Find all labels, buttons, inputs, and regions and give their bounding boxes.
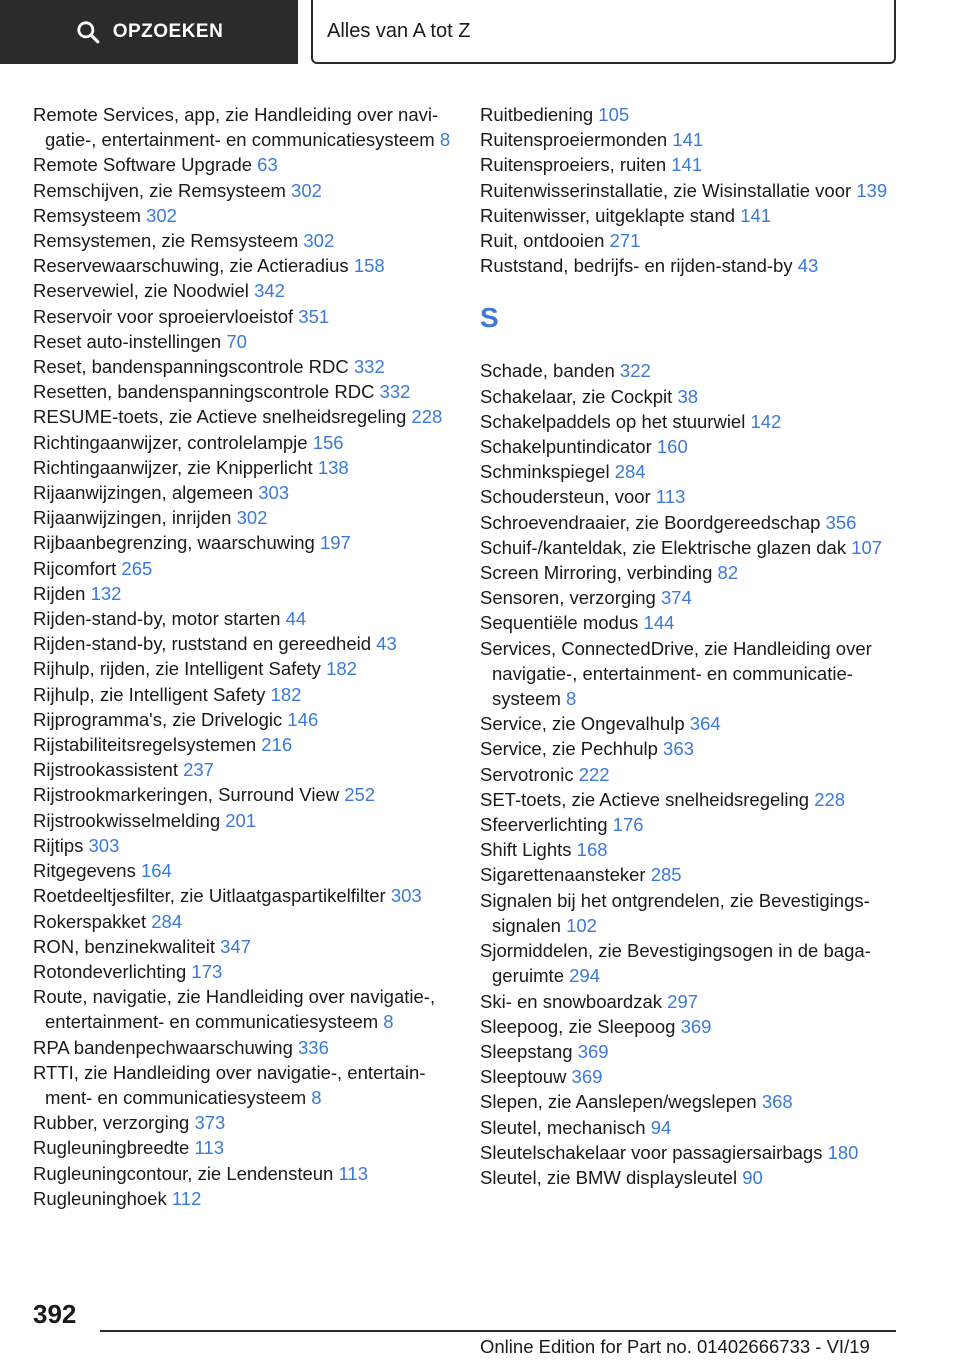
index-entry-term: Remsysteem	[33, 204, 141, 226]
index-entry-page-link[interactable]: 160	[656, 436, 688, 458]
index-entry-term: Rijstabiliteitsregelsystemen	[33, 734, 257, 756]
index-entry-term: Rijden-stand-by, motor starten	[33, 608, 281, 630]
index-entry-page-link[interactable]: 82	[717, 562, 739, 584]
index-entry-term: Rijden-stand-by, ruststand en gereedheid	[33, 633, 372, 655]
index-entry-term: Schoudersteun, voor	[480, 486, 651, 508]
index-entry	[33, 757, 453, 782]
index-entry-page-link[interactable]: 364	[689, 713, 721, 735]
index-entry	[480, 610, 900, 635]
index-entry-page-link[interactable]: 284	[151, 910, 183, 932]
index-entry-page-link[interactable]: 113	[194, 1137, 224, 1159]
index-entry	[33, 934, 453, 959]
index-entry	[33, 1110, 453, 1135]
index-entry	[480, 409, 900, 434]
index-entry	[33, 833, 453, 858]
index-entry-term: Rijaanwijzingen, inrijden	[33, 507, 232, 529]
index-entry-term: RPA bandenpechwaarschuwing	[33, 1036, 293, 1058]
index-entry	[33, 480, 453, 505]
index-entry-page-link[interactable]: 173	[191, 960, 223, 982]
index-entry-term: Reservoir voor sproeiervloeistof	[33, 305, 294, 327]
index-entry	[33, 404, 453, 429]
index-entry-page-link[interactable]: 271	[609, 230, 641, 252]
index-entry-page-link[interactable]: 347	[220, 935, 252, 957]
index-entry-page-link[interactable]: 363	[663, 738, 694, 760]
index-entry	[33, 732, 453, 757]
index-entry-page-link[interactable]: 43	[797, 255, 819, 277]
index-entry	[33, 858, 453, 883]
index-entry-page-link[interactable]: 132	[90, 582, 122, 604]
index-entry-term: Rijhulp, zie Intelligent Safety	[33, 683, 266, 705]
index-entry	[33, 606, 453, 631]
index-entry	[480, 1089, 900, 1114]
index-entry	[480, 812, 900, 837]
index-entry	[33, 1161, 453, 1186]
index-entry-term: Ruststand, bedrijfs- en rijden-stand-by	[480, 255, 793, 277]
index-entry-page-link[interactable]: 176	[612, 814, 644, 836]
index-entry	[33, 959, 453, 984]
index-entry-page-link[interactable]: 369	[571, 1066, 603, 1088]
search-icon	[75, 19, 101, 45]
index-entry-term: Sigarettenaansteker	[480, 864, 646, 886]
index-entry-term: Richtingaanwijzer, controlelampje	[33, 431, 308, 453]
index-entry	[33, 808, 453, 833]
index-entry-term: RESUME-toets, zie Actieve snelheidsregeling	[33, 406, 407, 428]
footer-edition-text: Online Edition for Part no. 01402666733 - VI/19	[480, 1336, 870, 1357]
index-entry-page-link[interactable]: 8	[383, 1011, 394, 1033]
index-entry-page-link[interactable]: 8	[311, 1086, 322, 1108]
section-title: Alles van A tot Z	[327, 19, 471, 42]
index-group-r	[480, 102, 900, 278]
index-entry-page-link[interactable]: 94	[650, 1116, 672, 1138]
index-entry-term: Rubber, verzorging	[33, 1112, 190, 1134]
index-entry	[33, 178, 453, 203]
index-entry-page-link[interactable]: 369	[680, 1015, 712, 1037]
index-entry-term: Ruitenwisser, uitgeklapte stand	[480, 204, 736, 226]
index-entry-page-link[interactable]: 302	[146, 204, 177, 226]
index-entry-term: Remote Software Upgrade	[33, 154, 253, 176]
index-entry	[480, 888, 900, 938]
index-entry	[480, 585, 900, 610]
index-entry-page-link[interactable]: 303	[390, 885, 422, 907]
index-entry-term: Schakelaar, zie Cockpit	[480, 385, 673, 407]
index-entry-term: Rijden	[33, 582, 86, 604]
index-entry-page-link[interactable]: 342	[254, 280, 285, 302]
index-entry-term: Rijstrookwisselmelding	[33, 809, 221, 831]
index-entry-page-link[interactable]: 303	[88, 834, 120, 856]
index-entry	[33, 1135, 453, 1160]
index-entry-term: Sleepstang	[480, 1040, 573, 1062]
index-entry	[33, 909, 453, 934]
index-entry-page-link[interactable]: 222	[578, 763, 610, 785]
index-entry	[33, 883, 453, 908]
index-entry-term: Schakelpuntindicator	[480, 436, 652, 458]
index-entry	[33, 530, 453, 555]
index-entry-page-link[interactable]: 284	[614, 461, 646, 483]
index-entry	[480, 253, 900, 278]
index-entry-page-link[interactable]: 182	[270, 683, 302, 705]
index-entry	[480, 1115, 900, 1140]
index-entry-page-link[interactable]: 294	[569, 965, 600, 987]
index-entry	[480, 938, 900, 988]
index-entry-page-link[interactable]: 112	[171, 1187, 202, 1209]
index-entry-page-link[interactable]: 102	[566, 914, 597, 936]
index-entry-term: Remote Services, app, zie Handleiding over navigatie-, entertainment- en communicatiesysteem	[33, 104, 439, 151]
index-entry-term: Ski- en snowboardzak	[480, 990, 663, 1012]
index-entry	[480, 837, 900, 862]
index-entry	[33, 1186, 453, 1211]
index-entry-page-link[interactable]: 297	[667, 990, 699, 1012]
index-entry-page-link[interactable]: 113	[655, 486, 686, 508]
index-entry	[33, 455, 453, 480]
index-entry-term: SET-toets, zie Actieve snelheidsregeling	[480, 788, 810, 810]
index-entry	[480, 484, 900, 509]
index-entry-page-link[interactable]: 197	[319, 532, 351, 554]
index-entry-page-link[interactable]: 351	[298, 305, 330, 327]
index-entry-page-link[interactable]: 356	[825, 511, 857, 533]
index-entry-page-link[interactable]: 144	[643, 612, 675, 634]
index-entry-term: Roetdeeltjesfilter, zie Uitlaatgaspartikelfilter	[33, 885, 386, 907]
index-entry-term: Rugleuninghoek	[33, 1187, 167, 1209]
index-entry-term: Sleutel, zie BMW displaysleutel	[480, 1166, 738, 1188]
index-entry-page-link[interactable]: 303	[258, 482, 290, 504]
page-number: 392	[33, 1299, 77, 1329]
index-entry	[480, 384, 900, 409]
index-entry-term: Ruitensproeiers, ruiten	[480, 154, 667, 176]
index-entry-page-link[interactable]: 265	[121, 557, 153, 579]
index-entry	[480, 358, 900, 383]
index-entry	[33, 203, 453, 228]
index-entry	[33, 304, 453, 329]
index-entry-term: Ruit, ontdooien	[480, 230, 605, 252]
index-entry-term: Rijprogramma's, zie Drivelogic	[33, 708, 283, 730]
section-letter-s: S	[480, 302, 499, 334]
index-entry	[33, 505, 453, 530]
opzoeken-label: OPZOEKEN	[112, 21, 224, 42]
footer-divider	[100, 1330, 896, 1332]
index-entry-page-link[interactable]: 141	[672, 129, 704, 151]
index-entry-page-link[interactable]: 182	[326, 658, 357, 680]
index-entry	[33, 278, 453, 303]
index-entry-term: Rugleuningbreedte	[33, 1137, 190, 1159]
index-entry	[33, 581, 453, 606]
index-entry-page-link[interactable]: 302	[303, 230, 335, 252]
index-entry-page-link[interactable]: 142	[750, 410, 782, 432]
index-entry-page-link[interactable]: 90	[742, 1166, 763, 1188]
index-entry-term: Sleutel, mechanisch	[480, 1116, 646, 1138]
index-entry-term: Service, zie Pechhulp	[480, 738, 658, 760]
index-entry	[33, 430, 453, 455]
index-entry	[33, 102, 453, 152]
index-entry-page-link[interactable]: 8	[566, 688, 577, 710]
index-entry	[480, 152, 900, 177]
index-entry-page-link[interactable]: 44	[285, 608, 307, 630]
index-entry	[480, 535, 900, 560]
index-entry	[33, 253, 453, 278]
index-entry	[480, 434, 900, 459]
index-entry-page-link[interactable]: 113	[338, 1162, 368, 1184]
index-entry-page-link[interactable]: 373	[194, 1112, 226, 1134]
index-entry	[33, 682, 453, 707]
index-group-s	[480, 358, 900, 1190]
index-entry-page-link[interactable]: 8	[439, 129, 451, 151]
index-entry	[33, 329, 453, 354]
index-entry	[480, 203, 900, 228]
index-entry-page-link[interactable]: 368	[761, 1091, 793, 1113]
index-entry-term: Reset, bandenspanningscontrole RDC	[33, 356, 349, 378]
index-entry-term: Reservewiel, zie Noodwiel	[33, 280, 249, 302]
index-entry-term: Sleeptouw	[480, 1066, 567, 1088]
index-entry-page-link[interactable]: 138	[317, 456, 349, 478]
index-entry-page-link[interactable]: 164	[140, 860, 172, 882]
index-entry	[480, 762, 900, 787]
index-entry-term: Shift Lights	[480, 839, 572, 861]
index-entry-term: Rijaanwijzingen, algemeen	[33, 482, 254, 504]
index-entry	[480, 711, 900, 736]
index-entry	[480, 1140, 900, 1165]
index-entry-page-link[interactable]: 107	[851, 536, 883, 558]
index-entry-term: Sequentiële modus	[480, 612, 639, 634]
index-entry-page-link[interactable]: 374	[661, 587, 692, 609]
index-entry-term: Sjormiddelen, zie Bevestigingsogen in de bagageruimte	[480, 940, 871, 987]
index-entry	[33, 782, 453, 807]
index-entry-page-link[interactable]: 228	[411, 406, 443, 428]
index-entry-term: Servotronic	[480, 763, 574, 785]
index-entry	[480, 102, 900, 127]
index-entry-term: Schakelpaddels op het stuurwiel	[480, 410, 746, 432]
index-entry-term: Rijstrookmarkeringen, Surround View	[33, 784, 340, 806]
index-entry-term: Rokerspakket	[33, 910, 147, 932]
section-title-box	[311, 0, 896, 64]
index-entry-page-link[interactable]: 105	[598, 104, 630, 125]
index-entry-term: Richtingaanwijzer, zie Knipperlicht	[33, 456, 313, 478]
index-entry-term: Service, zie Ongevalhulp	[480, 713, 685, 735]
index-entry-term: Rijcomfort	[33, 557, 117, 579]
index-entry-page-link[interactable]: 302	[236, 507, 268, 529]
index-entry	[33, 656, 453, 681]
index-entry	[33, 631, 453, 656]
index-entry-term: Schuif-/kanteldak, zie Elektrische glazen dak	[480, 536, 847, 558]
index-entry-page-link[interactable]: 146	[287, 708, 319, 730]
index-entry-term: Route, navigatie, zie Handleiding over navigatie-, entertainment- en communicatiesysteem	[33, 986, 436, 1033]
index-entry	[480, 1165, 900, 1190]
index-entry-term: Rijhulp, rijden, zie Intelligent Safety	[33, 658, 321, 680]
index-entry-page-link[interactable]: 369	[577, 1040, 609, 1062]
index-entry-page-link[interactable]: 285	[650, 864, 682, 886]
index-entry	[33, 1035, 453, 1060]
index-entry-term: Rugleuningcontour, zie Lendensteun	[33, 1162, 334, 1184]
index-entry-term: Ritgegevens	[33, 860, 136, 882]
index-entry-term: Ruitbediening	[480, 104, 594, 125]
index-entry-page-link[interactable]: 228	[814, 788, 846, 810]
index-entry	[33, 556, 453, 581]
index-entry-term: Ruitenwisserinstallatie, zie Wisinstallatie voor	[480, 179, 852, 201]
index-entry	[33, 1060, 453, 1110]
index-entry-page-link[interactable]: 156	[312, 431, 344, 453]
index-entry-term: Sleutelschakelaar voor passagiersairbags	[480, 1141, 823, 1163]
index-entry	[480, 459, 900, 484]
index-entry-page-link[interactable]: 322	[619, 360, 651, 382]
index-entry-term: Signalen bij het ontgrendelen, zie Bevestigingssignalen	[480, 889, 870, 936]
index-entry-page-link[interactable]: 336	[298, 1036, 329, 1058]
index-entry-page-link[interactable]: 302	[291, 179, 322, 201]
index-entry-term: Sleepoog, zie Sleepoog	[480, 1015, 676, 1037]
index-entry-page-link[interactable]: 168	[576, 839, 608, 861]
index-column-right	[480, 102, 900, 1190]
index-entry	[33, 354, 453, 379]
index-entry-term: Screen Mirroring, verbinding	[480, 562, 713, 584]
index-entry-term: Slepen, zie Aanslepen/wegslepen	[480, 1091, 757, 1113]
index-entry	[33, 379, 453, 404]
index-entry-page-link[interactable]: 158	[353, 255, 385, 277]
index-entry-page-link[interactable]: 332	[353, 356, 385, 378]
opzoeken-tab[interactable]	[0, 0, 298, 64]
index-entry-page-link[interactable]: 63	[257, 154, 278, 176]
index-entry	[33, 152, 453, 177]
index-entry	[480, 1039, 900, 1064]
index-entry-term: Sfeerverlichting	[480, 814, 608, 836]
index-entry-page-link[interactable]: 180	[827, 1141, 859, 1163]
index-entry	[480, 228, 900, 253]
index-entry	[33, 707, 453, 732]
index-entry-term: Sensoren, verzorging	[480, 587, 656, 609]
index-entry-page-link[interactable]: 252	[344, 784, 376, 806]
index-entry-term: Resetten, bandenspanningscontrole RDC	[33, 381, 375, 403]
index-entry	[480, 862, 900, 887]
index-entry-term: Schade, banden	[480, 360, 615, 382]
index-entry-term: Reservewaarschuwing, zie Actieradius	[33, 255, 349, 277]
index-entry-page-link[interactable]: 201	[225, 809, 257, 831]
index-entry-term: Services, ConnectedDrive, zie Handleiding over navigatie-, entertainment- en communicatiesysteem	[480, 637, 872, 710]
index-entry-page-link[interactable]: 38	[677, 385, 699, 407]
index-entry	[480, 787, 900, 812]
index-entry	[480, 510, 900, 535]
index-entry-page-link[interactable]: 216	[261, 734, 293, 756]
index-entry-page-link[interactable]: 141	[740, 204, 772, 226]
index-entry-term: RON, benzinekwaliteit	[33, 935, 215, 957]
index-entry	[480, 1014, 900, 1039]
index-entry	[480, 989, 900, 1014]
index-entry	[480, 1064, 900, 1089]
index-entry-page-link[interactable]: 141	[671, 154, 703, 176]
index-entry-page-link[interactable]: 139	[856, 179, 888, 201]
index-entry-term: Remsystemen, zie Remsysteem	[33, 230, 299, 252]
index-entry	[480, 560, 900, 585]
index-entry	[480, 127, 900, 152]
index-entry-page-link[interactable]: 70	[226, 330, 247, 352]
index-entry-term: Schroevendraaier, zie Boordgereedschap	[480, 511, 821, 533]
index-entry-term: Rotondeverlichting	[33, 960, 187, 982]
index-entry-term: Rijtips	[33, 834, 84, 856]
index-entry-page-link[interactable]: 237	[183, 759, 214, 781]
index-entry-term: RTTI, zie Handleiding over navigatie-, entertainment- en communicatiesysteem	[33, 1061, 426, 1108]
index-column-left	[33, 102, 453, 1211]
index-entry-term: Reset auto-instellingen	[33, 330, 222, 352]
index-entry	[33, 984, 453, 1034]
index-entry-term: Ruitensproeiermonden	[480, 129, 668, 151]
index-entry-term: Rijstrookassistent	[33, 759, 178, 781]
index-entry-term: Remschijven, zie Remsysteem	[33, 179, 286, 201]
index-entry	[480, 736, 900, 761]
index-entry	[480, 178, 900, 203]
index-entry-term: Schminkspiegel	[480, 461, 610, 483]
index-entry	[480, 636, 900, 712]
index-entry-page-link[interactable]: 43	[376, 633, 397, 655]
index-entry-page-link[interactable]: 332	[379, 381, 411, 403]
index-entry	[33, 228, 453, 253]
index-entry-term: Rijbaanbegrenzing, waarschuwing	[33, 532, 315, 554]
